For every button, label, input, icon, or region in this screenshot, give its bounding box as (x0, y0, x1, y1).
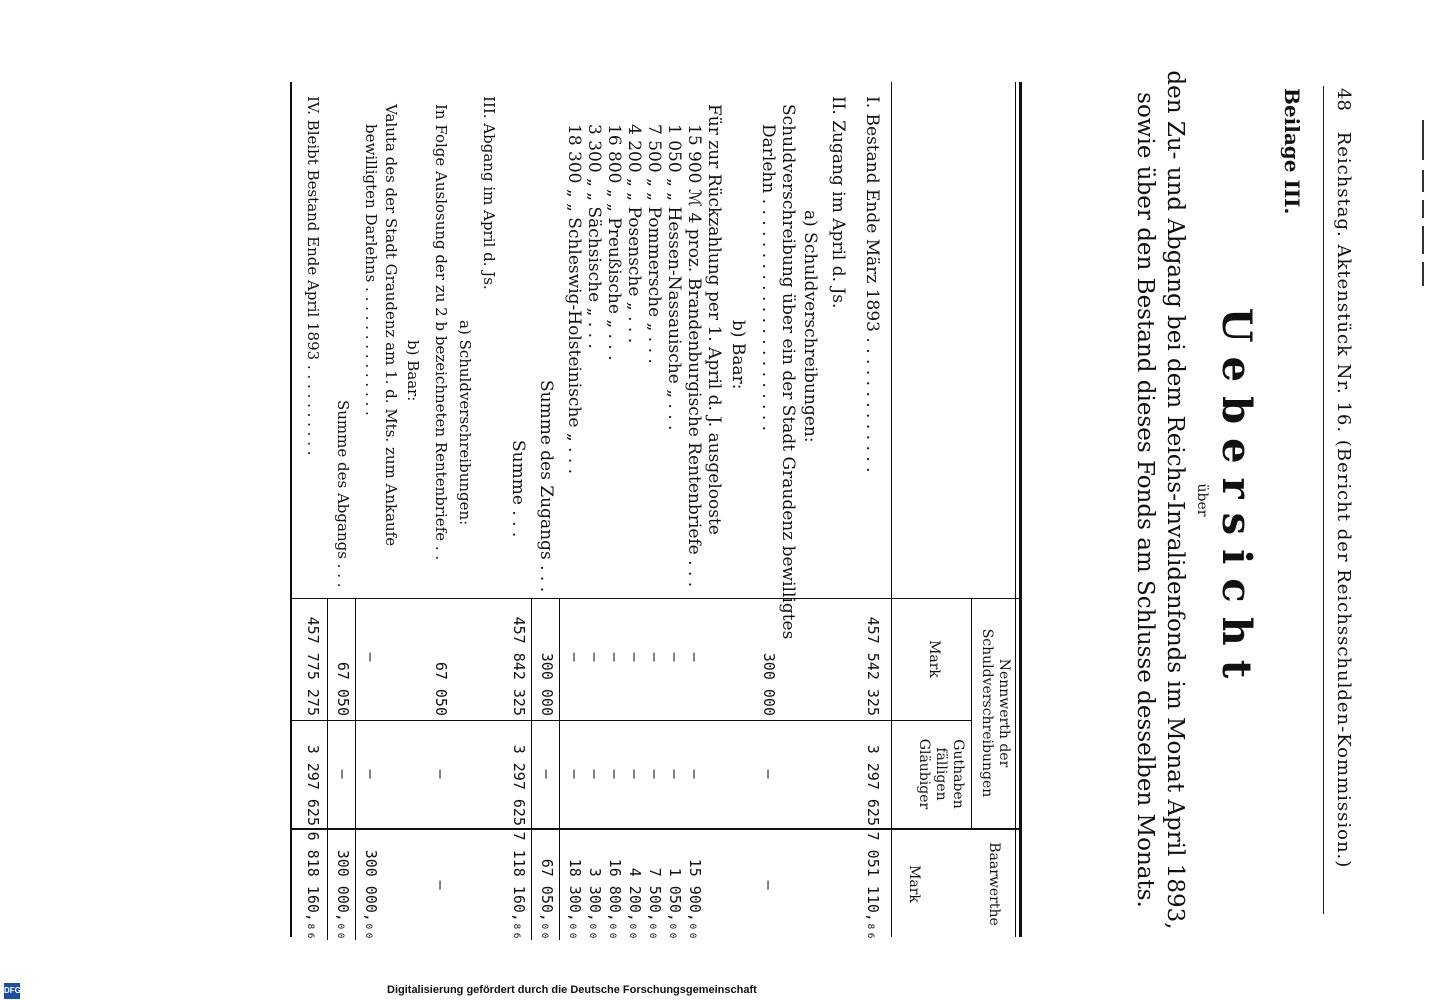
row-label: Valuta des der Stadt Graudenz am 1. d. Mts. zum Ankaufe (382, 104, 400, 547)
subtotal-rule (559, 598, 560, 940)
credit-value: — (606, 769, 624, 779)
credit-value: 3 297 625 (304, 744, 322, 826)
header-col1: Mark (926, 640, 942, 678)
nominal-value: 457 775 275 (304, 616, 322, 716)
total-rule (327, 598, 328, 940)
table-row (662, 0, 684, 1000)
table-row (428, 0, 450, 1000)
table-row (562, 0, 584, 1000)
table-row (534, 0, 556, 1000)
row-label: 7 500 „ „ Pommersche „ . . . (644, 124, 664, 364)
nominal-value: — (626, 652, 644, 662)
running-header (1324, 0, 1354, 1000)
col1-left-rule-cont (292, 598, 439, 599)
table-top-rule (1019, 82, 1022, 937)
cash-value: 18 300,₀₀ (566, 858, 584, 940)
subtitle-line-1: den Zu- und Abgang bei dem Reichs-Invalidenfonds im Monat April 1893, (1162, 70, 1188, 930)
cash-value: 16 800,₀₀ (606, 858, 624, 940)
cash-value: 7 051 110,₈₆ (864, 831, 882, 940)
row-label: In Folge Auslosung der zu 2 b bezeichneten Rentenbriefe . . (432, 104, 450, 561)
credit-value: — (432, 769, 450, 779)
cash-value: 67 050,₀₀ (538, 858, 556, 940)
cash-value: 300 000,₀₀ (334, 849, 352, 940)
credit-value: 3 297 625 (510, 744, 528, 826)
cash-value: — (760, 880, 778, 890)
row-label: Summe des Abgangs . . . (334, 400, 352, 588)
digitization-note: Digitalisierung gefördert durch die Deutsche Forschungsgemeinschaft (387, 984, 757, 996)
cash-value: 3 300,₀₀ (586, 867, 604, 940)
nominal-value: 300 000 (538, 652, 556, 716)
row-label: Summe . . . (508, 440, 528, 538)
cash-value: 1 050,₀₀ (666, 867, 684, 940)
table-row (756, 0, 778, 1000)
subtitle-line-2: sowie über den Bestand dieses Fonds am Schlusse desselben Monats. (1132, 92, 1158, 908)
credit-value: — (586, 769, 604, 779)
table-row (642, 0, 664, 1000)
table-row (776, 0, 798, 1000)
credit-value: — (646, 769, 664, 779)
table-row (400, 0, 422, 1000)
table-row (358, 0, 380, 1000)
total-rule (531, 598, 532, 940)
row-label: 4 200 „ „ Posensche „ . . . (624, 124, 644, 344)
table-row (300, 0, 322, 1000)
header-bottom-rule (891, 82, 892, 937)
credit-value: — (566, 769, 584, 779)
nominal-value: 300 000 (760, 652, 778, 716)
header-rule (1323, 86, 1324, 914)
nominal-value: 67 050 (432, 661, 450, 716)
table-row (476, 0, 498, 1000)
nominal-value: — (586, 652, 604, 662)
nominal-value: 457 842 325 (510, 616, 528, 716)
nominal-value: — (606, 652, 624, 662)
subtotal-rule (355, 598, 356, 940)
table-bottom-rule (290, 82, 292, 937)
credit-value: 3 297 625 (864, 744, 882, 826)
nominal-value: 67 050 (334, 661, 352, 716)
cash-value: 15 900,₀₀ (686, 858, 704, 940)
row-label: 15 900 ℳ 4 proz. Brandenburgische Rentenbriefe . . . (684, 124, 704, 588)
header-col3: Mark (906, 865, 922, 903)
row-label: 3 300 „ „ Sächsische „ . . . (584, 124, 604, 349)
row-label: Darlehn . . . . . . . . . . . . . . . . . . . . . . (758, 124, 778, 432)
row-label: 1 050 „ „ Hessen-Nassauische „ . . . (664, 124, 684, 431)
header-col2: Guthaben fälligen Gläubiger (916, 738, 966, 810)
appendix-label: Beilage III. (1280, 88, 1304, 215)
col3-left-rule-cont (292, 828, 439, 830)
nominal-value: 457 542 325 (864, 616, 882, 716)
row-label: a) Schuldverschreibungen: (456, 320, 474, 526)
table-row (582, 0, 604, 1000)
table-row (622, 0, 644, 1000)
row-label: 16 800 „ „ Preußische „ . . . (604, 124, 624, 361)
cash-value: — (432, 880, 450, 890)
row-label: Summe des Zugangs . . . (536, 380, 556, 593)
header-group: Nennwerth der Schuldverschreibungen (979, 628, 1012, 798)
cash-value: 300 000,₀₀ (362, 849, 380, 940)
dfg-logo: DFG (4, 983, 20, 999)
nominal-value: — (362, 652, 380, 662)
credit-value: — (362, 769, 380, 779)
cash-value: 4 200,₀₀ (626, 867, 644, 940)
row-label: bewilligten Darlehns . . . . . . . . . . . . . . (362, 124, 380, 416)
header-col3-group: Baarwerthe (986, 842, 1002, 926)
table-row (826, 0, 848, 1000)
cash-value: 7 118 160,₈₆ (510, 831, 528, 940)
row-label: III. Abgang im April d. Js. (480, 96, 498, 290)
credit-value: — (666, 769, 684, 779)
table-row (798, 0, 820, 1000)
credit-value: — (760, 769, 778, 779)
table-row (330, 0, 352, 1000)
row-label: Schuldverschreibung über ein der Stadt Graudenz bewilligtes (778, 104, 798, 640)
row-label: b) Baar: (728, 320, 748, 390)
credit-value: — (334, 769, 352, 779)
table-row (378, 0, 400, 1000)
scan-edge (1422, 0, 1424, 1000)
page-number: 48 (1333, 88, 1354, 111)
row-label: IV. Bleibt Bestand Ende April 1893 . . . . . . . . . . (304, 96, 322, 456)
nominal-value: — (686, 652, 704, 662)
credit-value: — (686, 769, 704, 779)
row-label: I. Bestand Ende März 1893 . . . . . . . . . . . . . (862, 96, 882, 473)
nominal-value: — (666, 652, 684, 662)
table-top-rule-2 (1015, 82, 1016, 937)
credit-value: — (538, 769, 556, 779)
col2-left-rule-cont (292, 720, 439, 721)
document-title: Uebersicht (1213, 307, 1260, 693)
table-row (860, 0, 882, 1000)
row-label: Für zur Rückzahlung per 1. April d. J. ausgelooste (704, 104, 724, 535)
row-label: II. Zugang im April d. Js. (828, 96, 848, 309)
credit-value: — (626, 769, 644, 779)
cash-value: 6 818 160,₈₆ (304, 831, 322, 940)
row-label: 18 300 „ „ Schleswig-Holsteinische „ . . . (564, 124, 584, 475)
title-connector: über (1194, 483, 1210, 517)
nominal-value: — (566, 652, 584, 662)
row-label: b) Baar: (404, 340, 422, 402)
row-label: a) Schuldverschreibungen: (800, 210, 820, 443)
table-row (726, 0, 748, 1000)
table-row (602, 0, 624, 1000)
nominal-value: — (646, 652, 664, 662)
cash-value: 7 500,₀₀ (646, 867, 664, 940)
table-row (702, 0, 724, 1000)
table-row (506, 0, 528, 1000)
subheader-rule (971, 598, 972, 828)
table-row (452, 0, 474, 1000)
running-title: Reichstag. Aktenstück Nr. 16. (Bericht der Reichsschulden-Kommission.) (1333, 131, 1354, 869)
table-row (682, 0, 704, 1000)
